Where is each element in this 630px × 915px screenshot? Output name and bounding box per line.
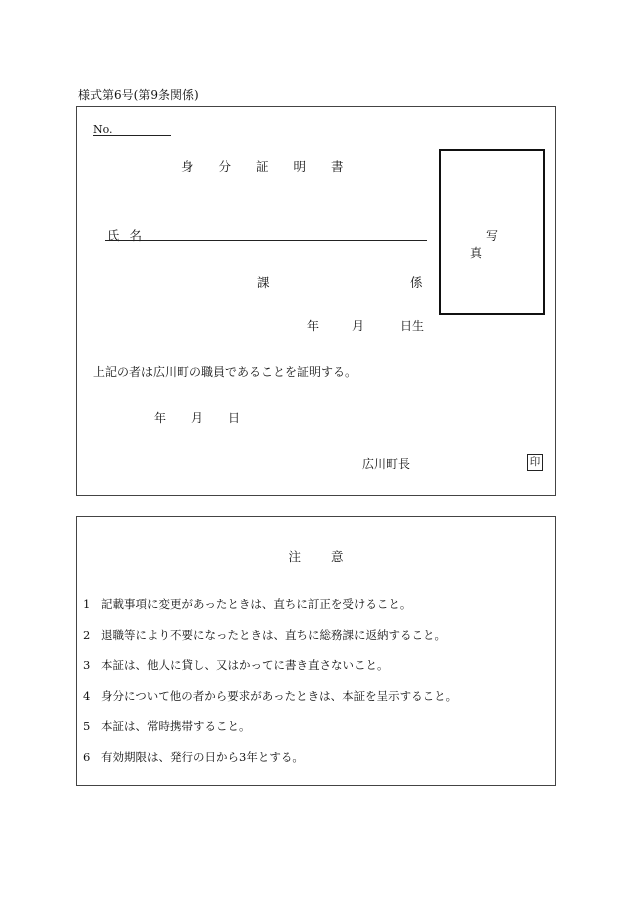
note-item — [83, 657, 389, 673]
card-number-label: No. — [93, 123, 113, 136]
note-text: 有効期限は、発行の日から3年とする。 — [101, 750, 304, 764]
form-number-label: 様式第6号(第9条関係) — [78, 88, 199, 102]
notes-title: 注意 — [288, 549, 374, 564]
note-number: 3 — [83, 658, 91, 672]
issue-year-label: 年 — [154, 411, 167, 425]
issue-day-label: 日 — [228, 411, 241, 425]
issue-month-label: 月 — [191, 411, 204, 425]
note-text: 身分について他の者から要求があったときは、本証を呈示すること。 — [101, 689, 458, 703]
birth-month-label: 月 — [352, 319, 365, 333]
section-label: 係 — [410, 275, 423, 290]
birth-year-label: 年 — [307, 319, 320, 333]
note-item — [83, 749, 304, 765]
note-number: 1 — [83, 597, 91, 611]
name-label: 氏名 — [107, 228, 153, 243]
department-label: 課 — [257, 275, 270, 290]
seal-box: 印 — [527, 454, 543, 471]
note-number: 6 — [83, 750, 91, 764]
note-item — [83, 718, 251, 734]
note-item — [83, 688, 457, 704]
note-number: 4 — [83, 689, 91, 703]
note-number: 2 — [83, 628, 91, 642]
birth-day-label: 日生 — [400, 319, 425, 333]
note-text: 記載事項に変更があったときは、直ちに訂正を受けること。 — [101, 597, 412, 611]
note-item — [83, 627, 446, 643]
note-number: 5 — [83, 719, 91, 733]
note-text: 本証は、他人に貸し、又はかってに書き直さないこと。 — [101, 658, 389, 672]
note-text: 退職等により不要になったときは、直ちに総務課に返納すること。 — [101, 628, 446, 642]
name-underline — [105, 240, 427, 241]
id-card — [76, 106, 556, 496]
card-number-line — [93, 135, 171, 136]
photo-label: 写真 — [469, 229, 530, 260]
note-item — [83, 596, 411, 612]
issuer-label: 広川町長 — [362, 457, 411, 471]
note-text: 本証は、常時携帯すること。 — [101, 719, 251, 733]
notes-box — [76, 516, 556, 786]
photo-box — [439, 149, 545, 315]
card-title: 身分証明書 — [181, 159, 369, 174]
certification-statement: 上記の者は広川町の職員であることを証明する。 — [93, 365, 358, 379]
